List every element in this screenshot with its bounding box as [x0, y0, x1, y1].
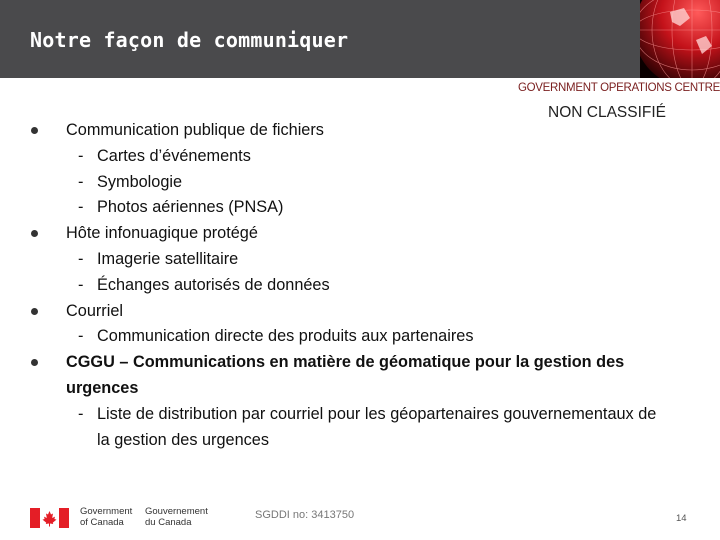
slide-title: Notre façon de communiquer	[30, 28, 349, 52]
sub-text: Cartes d’événements	[97, 146, 251, 165]
sub-text: Liste de distribution par courriel pour les géopartenaires gouvernementaux de la gestion des urgences	[97, 404, 657, 449]
bullet-text: CGGU – Communications en matière de géomatique pour la gestion des urgences	[66, 353, 625, 397]
sub-text: Communication directe des produits aux partenaires	[97, 327, 474, 346]
bullet-dot-icon	[31, 308, 38, 315]
bullet-dot-icon	[31, 127, 38, 134]
classification-label: NON CLASSIFIÉ	[548, 104, 666, 121]
sub-text: Imagerie satellitaire	[97, 249, 239, 268]
content-list	[30, 118, 670, 453]
dash-marker: -	[78, 146, 84, 165]
bullet-text: Communication publique de fichiers	[66, 121, 324, 139]
bullet-dot-icon	[31, 359, 38, 366]
bullet-item	[30, 299, 670, 325]
dash-marker: -	[78, 198, 84, 217]
brand-label: GOVERNMENT OPERATIONS CENTRE	[518, 82, 720, 94]
sub-item	[30, 144, 670, 170]
page-number: 14	[676, 513, 687, 524]
government-wordmark-fr	[145, 506, 208, 528]
title-bar	[0, 0, 640, 78]
dash-marker: -	[78, 275, 84, 294]
bullet-text: Hôte infonuagique protégé	[66, 224, 258, 243]
sub-item	[30, 273, 670, 299]
sub-item	[30, 195, 670, 221]
sub-item	[30, 247, 670, 273]
bullet-item	[30, 118, 670, 144]
document-number: SGDDI no: 3413750	[255, 509, 355, 521]
sub-item	[30, 170, 670, 196]
dash-marker: -	[78, 249, 84, 268]
dash-marker: -	[78, 404, 84, 423]
sub-text: Échanges autorisés de données	[97, 275, 330, 294]
gov-fr-line1: Gouvernement	[145, 506, 208, 517]
sub-text: Symbologie	[97, 172, 183, 191]
globe-graphic	[640, 0, 720, 78]
bullet-item	[30, 350, 670, 402]
dash-marker: -	[78, 327, 84, 346]
sub-item	[30, 402, 670, 454]
gov-fr-line2: du Canada	[145, 517, 192, 528]
canada-flag-icon	[30, 508, 69, 528]
bullet-dot-icon	[31, 230, 38, 237]
bullet-text: Courriel	[66, 301, 124, 320]
dash-marker: -	[78, 172, 84, 191]
bullet-item	[30, 221, 670, 247]
government-wordmark-en	[80, 506, 132, 528]
sub-item	[30, 324, 670, 350]
gov-en-line1: Government	[80, 506, 133, 517]
gov-en-line2: of Canada	[80, 517, 124, 528]
sub-text: Photos aériennes (PNSA)	[97, 198, 284, 217]
